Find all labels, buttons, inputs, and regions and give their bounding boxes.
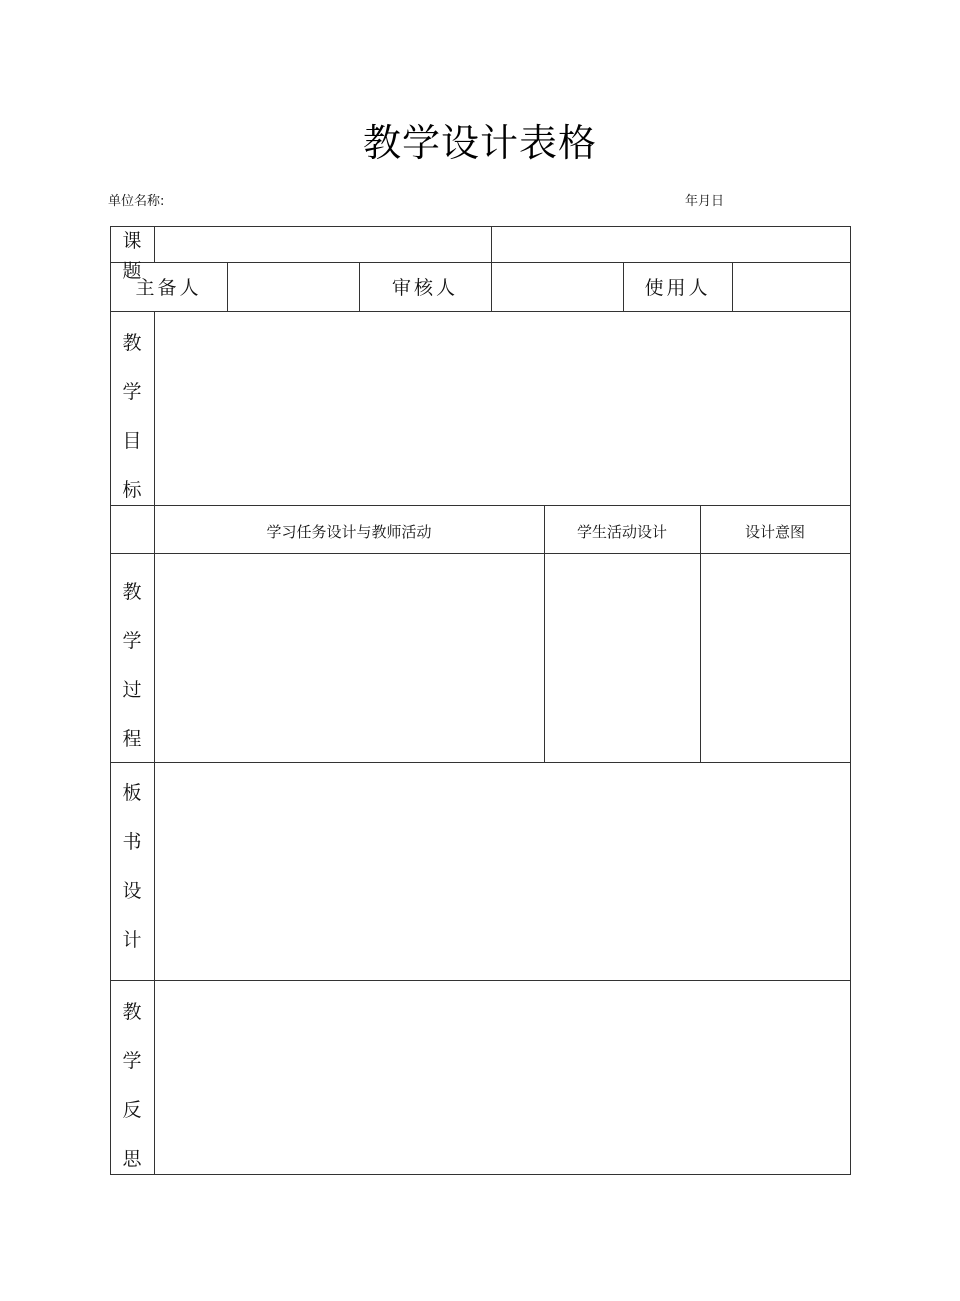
student-activity-field[interactable]	[545, 554, 699, 761]
student-activity-header: 学生活动设计	[576, 523, 667, 541]
task-design-field[interactable]	[155, 554, 543, 761]
teaching-objectives-label: 教 学 目 标	[122, 332, 142, 501]
reviewer-field[interactable]	[492, 263, 622, 310]
table-border-bottom	[110, 1174, 851, 1175]
teaching-objectives-field[interactable]	[155, 312, 849, 504]
board-design-label: 板 书 设 计	[122, 782, 142, 951]
document-title: 教学设计表格	[362, 121, 597, 165]
user-label: 使用人	[644, 277, 711, 299]
course-title-field[interactable]	[155, 227, 490, 261]
design-intent-header: 设计意图	[744, 523, 805, 541]
board-design-field[interactable]	[155, 763, 849, 979]
table-border-right	[850, 226, 851, 1174]
lead-preparer-label: 主备人	[135, 277, 202, 299]
course-extra-field[interactable]	[492, 227, 849, 261]
date-label: 年月日	[685, 194, 725, 209]
task-design-header: 学习任务设计与教师活动	[266, 523, 432, 541]
teaching-reflection-label: 教 学 反 思	[122, 1001, 142, 1170]
teaching-reflection-field[interactable]	[155, 981, 849, 1173]
user-field[interactable]	[733, 263, 849, 310]
row-divider	[110, 505, 851, 506]
course-title-label: 课 题	[122, 230, 142, 282]
lead-preparer-field[interactable]	[228, 263, 358, 310]
unit-name-label: 单位名称:	[108, 194, 165, 209]
design-intent-field[interactable]	[701, 554, 849, 761]
reviewer-label: 审核人	[391, 277, 458, 299]
teaching-process-label: 教 学 过 程	[122, 581, 142, 750]
